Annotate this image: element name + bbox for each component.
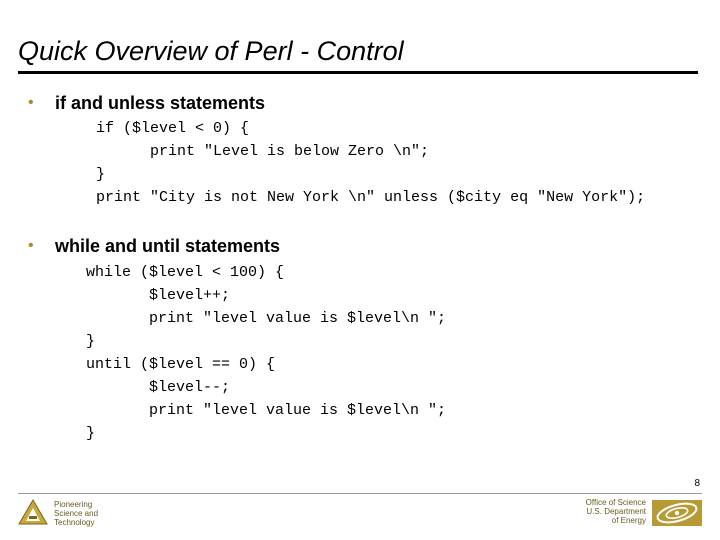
footer-tagline-line: Science and <box>54 509 99 518</box>
code-line: print "level value is $level\n "; <box>86 310 447 327</box>
section-heading-while-until: while and until statements <box>55 236 281 256</box>
footer-tagline <box>54 500 98 527</box>
bullet-icon: • <box>28 94 34 111</box>
footer-office <box>560 498 646 525</box>
code-line: print "City is not New York \n" unless ($city eq "New York"); <box>96 189 646 206</box>
code-line: } <box>86 333 96 350</box>
code-line: $level++; <box>86 287 231 304</box>
bullet-icon: • <box>28 237 34 254</box>
doe-logo-icon <box>652 500 702 531</box>
footer-divider <box>18 493 702 494</box>
page-number: 8 <box>694 478 700 489</box>
footer-office-line: of Energy <box>611 516 646 525</box>
code-line: print "level value is $level\n "; <box>86 402 447 419</box>
code-line: until ($level == 0) { <box>86 356 276 373</box>
code-line: print "Level is below Zero \n"; <box>96 143 430 160</box>
footer-tagline-line: Pioneering <box>54 500 93 509</box>
page-title: Quick Overview of Perl - Control <box>18 36 404 66</box>
code-line: $level--; <box>86 379 231 396</box>
title-underline <box>18 71 698 74</box>
code-block-while-until <box>86 261 446 445</box>
footer-tagline-line: Technology <box>54 518 95 527</box>
section-heading-if-unless: if and unless statements <box>55 93 266 113</box>
footer-office-line: U.S. Department <box>586 507 646 516</box>
code-block-if-unless <box>96 117 645 209</box>
argonne-logo-icon <box>18 499 48 530</box>
footer-office-line: Office of Science <box>585 498 646 507</box>
code-line: } <box>86 425 96 442</box>
code-line: if ($level < 0) { <box>96 120 250 137</box>
code-line: while ($level < 100) { <box>86 264 285 281</box>
code-line: } <box>96 166 106 183</box>
